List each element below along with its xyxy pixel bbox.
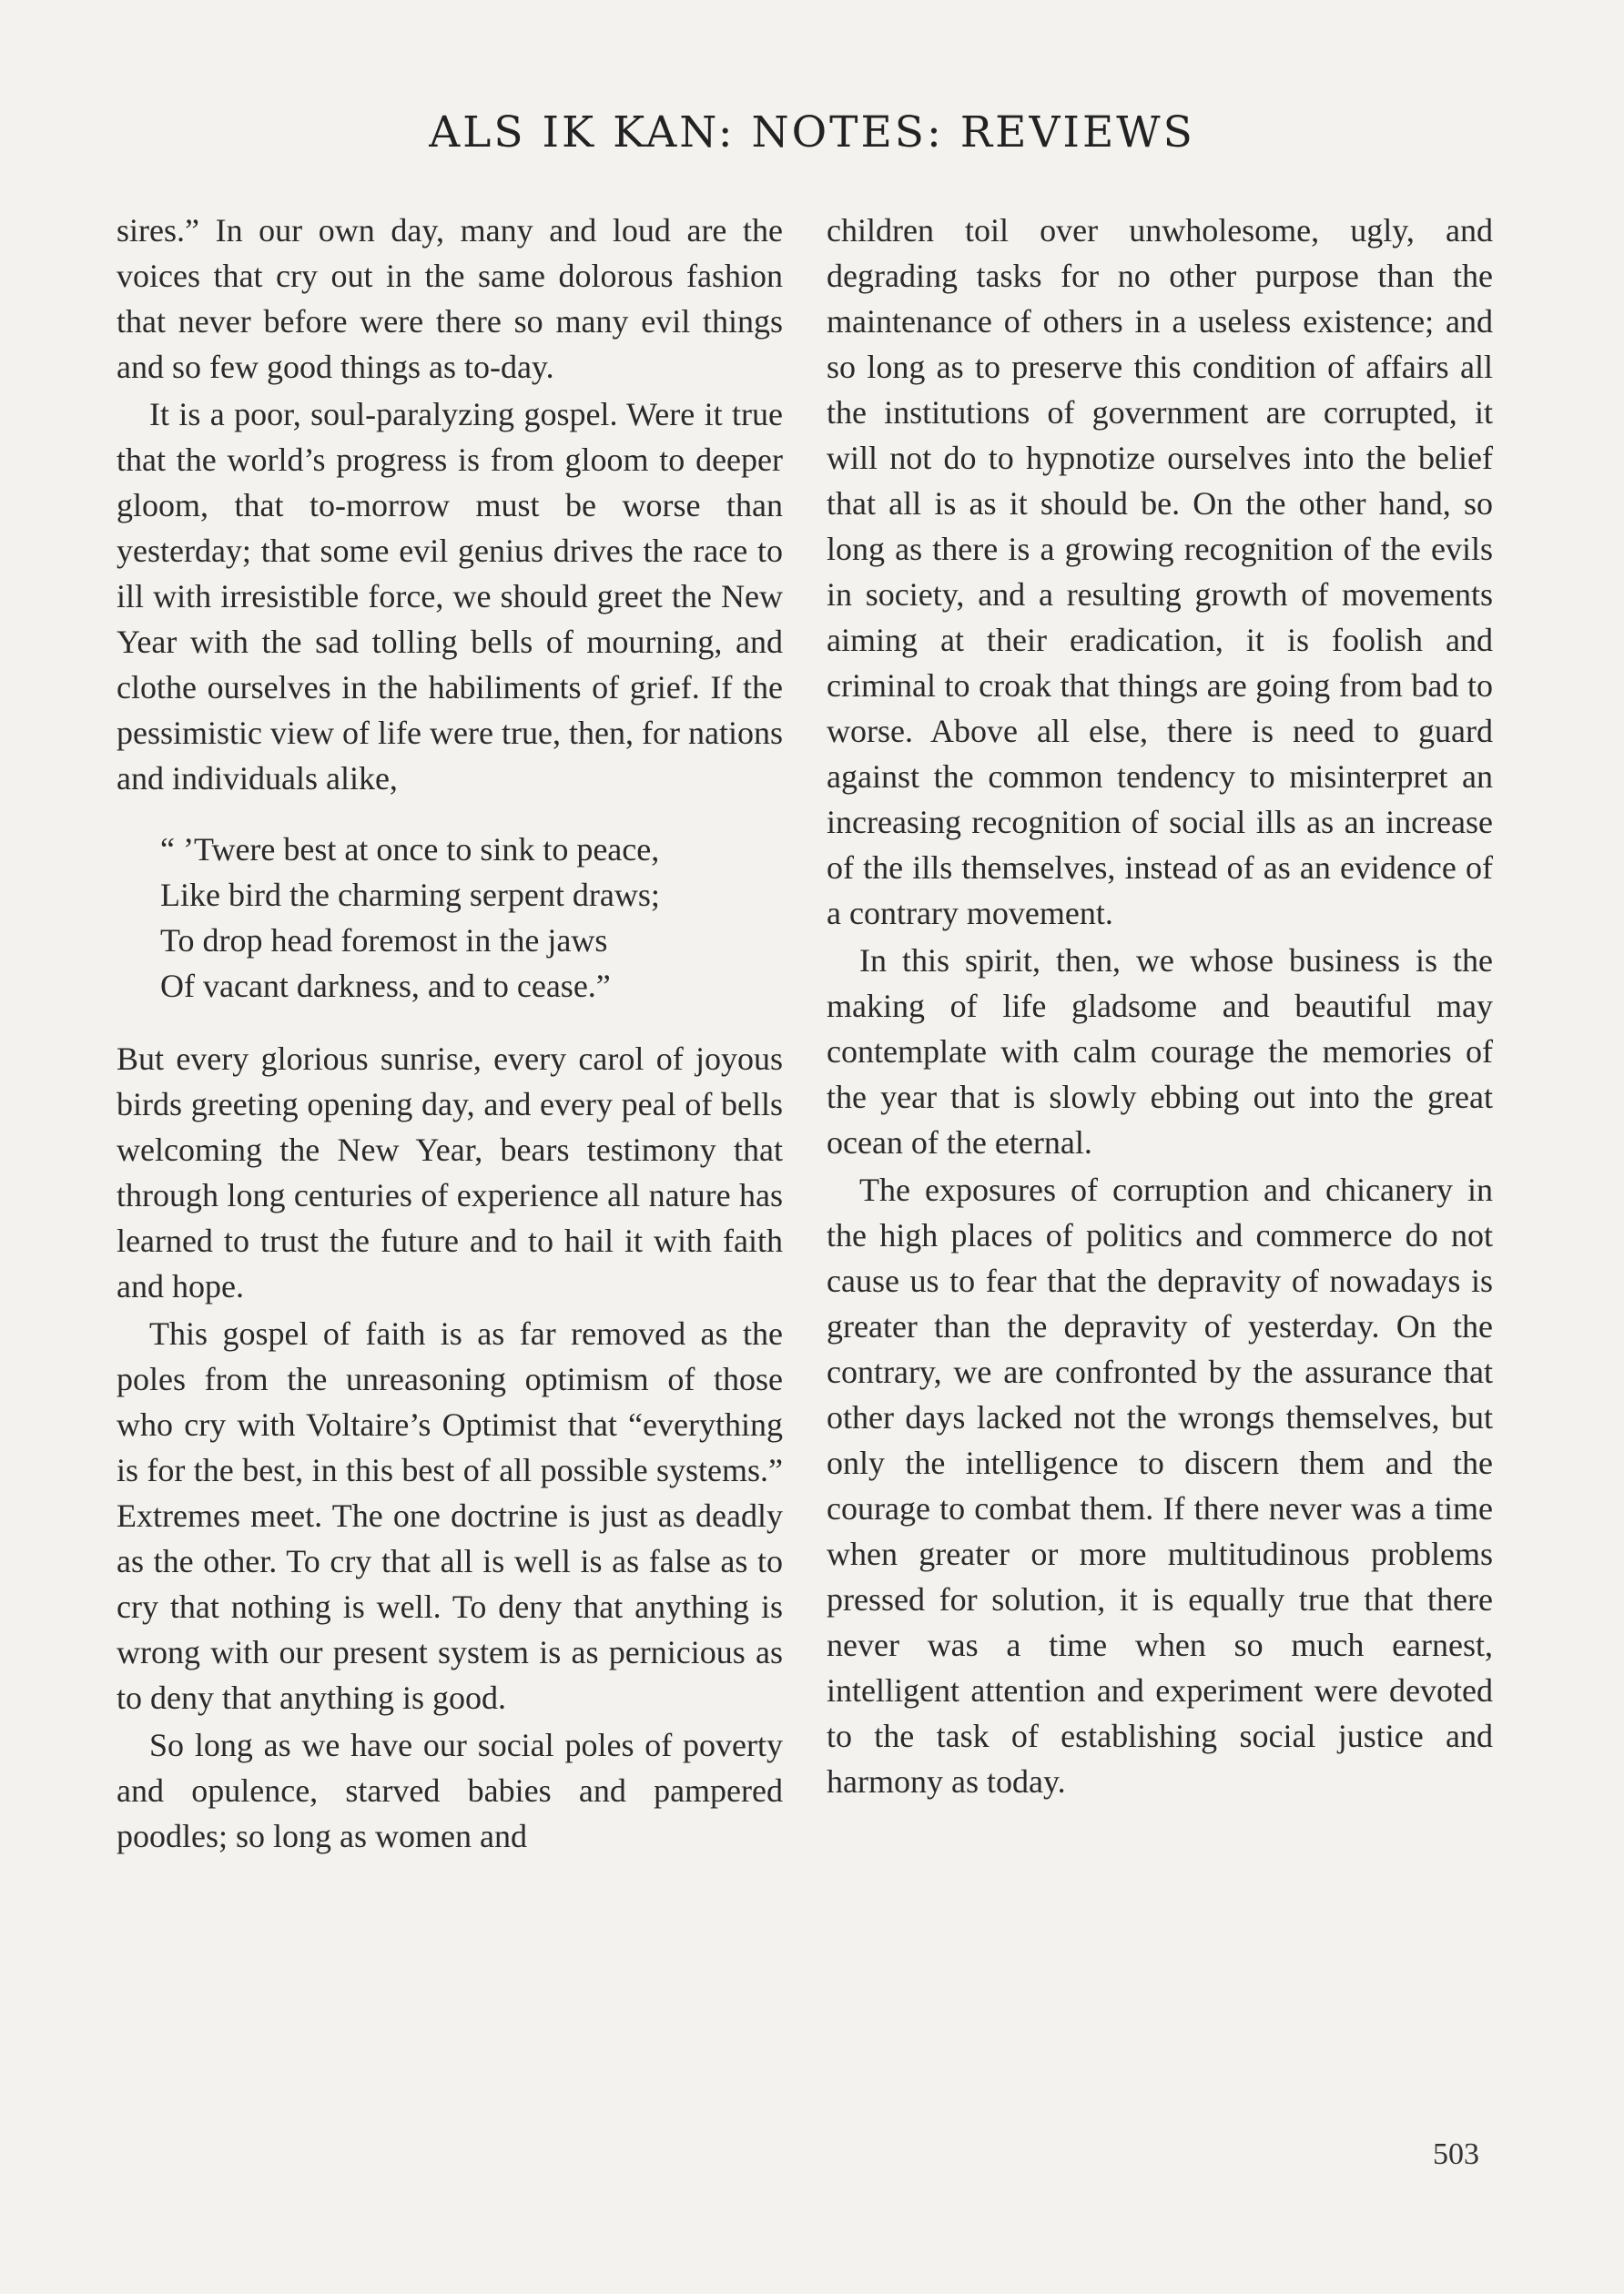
paragraph: But every glorious sunrise, every carol of joyous birds greeting opening day, and every peal of bells welcoming the New Year, bears testimony that through long centuries of experience all nature has learned to trust the future and to hail it with faith and hope.: [117, 1040, 783, 1304]
verse-line: Of vacant darkness, and to cease.”: [160, 968, 611, 1004]
verse-line: Like bird the charming serpent draws;: [160, 877, 660, 913]
paragraph: In this spirit, then, we whose business is the making of life gladsome and beautiful may contemplate with calm courage the memories of the year that is slowly ebbing out into the great ocean of the eternal.: [827, 942, 1493, 1161]
right-column: [827, 208, 1493, 1804]
paragraph: The exposures of corruption and chicanery in the high places of politics and commerce do not cause us to fear that the depravity of nowadays is greater than the depravity of yesterday. On the contrary, we are confronted by the assurance that other days lacked not the wrongs themselves, but only the intelligence to discern them and the courage to combat them. If there never was a time when greater or more multitudinous problems pressed for solution, it is equally true that there never was a time when so much earnest, intelligent attention and experiment were devoted to the task of establishing social justice and harmony as today.: [827, 1172, 1493, 1800]
verse-line: “ ’Twere best at once to sink to peace,: [160, 831, 660, 868]
paragraph: This gospel of faith is as far removed as the poles from the unreasoning optimism of those who cry with Voltaire’s Optimist that “everything is for the best, in this best of all possible systems.” Extremes meet. The one doctrine is just as deadly as the other. To cry that all is well is as false as to cry that nothing is well. To deny that anything is wrong with our present system is as pernicious as to deny that anything is good.: [117, 1315, 783, 1716]
page-title: ALS IK KAN: NOTES: REVIEWS: [429, 107, 1195, 157]
paragraph: sires.” In our own day, many and loud are the voices that cry out in the same dolorous fashion that never before were there so many evil things and so few good things as to-day.: [117, 212, 783, 385]
paragraph: So long as we have our social poles of poverty and opulence, starved babies and pampered poodles; so long as women and: [117, 1727, 783, 1854]
paragraph: children toil over unwholesome, ugly, and degrading tasks for no other purpose than the maintenance of others in a useless existence; and so long as to preserve this condition of affairs all the institutions of government are corrupted, it will not do to hypnotize ourselves into the belief that all is as it should be. On the other hand, so long as there is a growing recognition of the evils in society, and a resulting growth of movements aiming at their eradication, it is foolish and criminal to croak that things are going from bad to worse. Above all else, there is need to guard against the common tendency to misinterpret an increasing recognition of social ills as an increase of the ills themselves, instead of as an evidence of a contrary movement.: [827, 212, 1493, 931]
page-number: 503: [1433, 2137, 1479, 2171]
verse-quote: [160, 827, 783, 1009]
left-column: [117, 208, 783, 1859]
paragraph: It is a poor, soul-paralyzing gospel. Were it true that the world’s progress is from gloom to deeper gloom, that to-morrow must be worse than yesterday; that some evil genius drives the race to ill with irresistible force, we should greet the New Year with the sad tolling bells of mourning, and clothe ourselves in the habiliments of grief. If the pessimistic view of life were true, then, for nations and individuals alike,: [117, 396, 783, 797]
verse-line: To drop head foremost in the jaws: [160, 922, 608, 959]
